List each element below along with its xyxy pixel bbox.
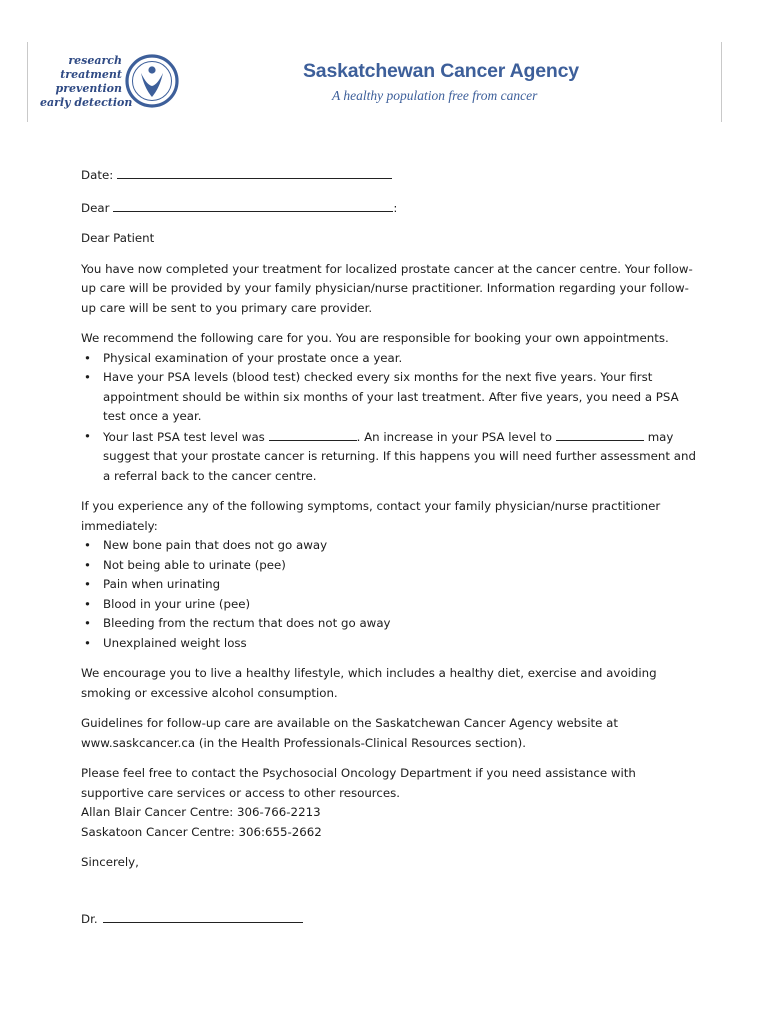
list-item-text: Have your PSA levels (blood test) checked every six months for the next five years. Your first appointment should be within six months of your last treatment. After five years, you need a PSA test once a year. — [103, 370, 679, 423]
list-item — [81, 427, 696, 487]
saskatoon-phone: Saskatoon Cancer Centre: 306:655-2662 — [81, 824, 322, 839]
psa-last-prefix: Your last PSA test level was — [103, 429, 265, 444]
bullet-icon: • — [84, 596, 91, 611]
symptom-text: Blood in your urine (pee) — [103, 596, 251, 611]
bullet-icon: • — [84, 557, 91, 572]
tagline-line: treatment — [60, 68, 122, 81]
agency-tagline — [40, 54, 133, 110]
closing: Sincerely, — [81, 855, 139, 869]
symptom-text: New bone pain that does not go away — [103, 538, 328, 552]
symptom-text: Pain when urinating — [103, 577, 221, 591]
symptom-text: Unexplained weight loss — [103, 635, 247, 650]
tagline-line: prevention — [55, 82, 122, 95]
bullet-icon: • — [84, 538, 91, 552]
bullet-icon: • — [84, 370, 91, 384]
signature-prefix: Dr. — [81, 911, 98, 926]
symptom-text: Not being able to urinate (pee) — [103, 557, 286, 572]
signature-field[interactable] — [103, 909, 303, 923]
dear-suffix: : — [393, 200, 398, 215]
psa-level-field[interactable] — [269, 427, 357, 441]
bullet-icon: • — [84, 428, 91, 443]
allan-blair-phone: Allan Blair Cancer Centre: 306-766-2213 — [81, 805, 321, 819]
contact-text: Please feel free to contact the Psychosocial Oncology Department if you need assistance with supportive care services or access to other resources. — [81, 766, 636, 800]
symptoms-list — [81, 536, 696, 653]
list-item — [81, 634, 696, 654]
date-row — [81, 164, 696, 186]
psa-last-mid: . An increase in your PSA level to — [356, 429, 552, 444]
list-item — [81, 536, 696, 556]
list-item — [81, 556, 696, 576]
salutation: Dear Patient — [81, 231, 155, 245]
psa-threshold-field[interactable] — [556, 427, 644, 441]
letter-body — [81, 164, 696, 940]
list-item — [81, 349, 696, 369]
list-item — [81, 368, 696, 427]
dear-label: Dear — [81, 200, 110, 215]
header-divider-right — [721, 42, 722, 122]
list-item — [81, 575, 696, 595]
symptoms-intro: If you experience any of the following symptoms, contact your family physician/nurse practitioner immediately: — [81, 499, 661, 533]
bullet-icon: • — [84, 635, 91, 650]
contact-paragraph — [81, 764, 696, 842]
agency-name: Saskatchewan Cancer Agency — [303, 60, 579, 82]
date-label: Date: — [81, 168, 114, 182]
agency-slogan: A healthy population free from cancer — [332, 88, 538, 103]
recommend-paragraph: We recommend the following care for you. You are responsible for booking your own appointments. — [81, 331, 669, 345]
psa-last-suffix: may suggest that your prostate cancer is returning. If this happens you will need further assessment and a referral back to the cancer centre. — [103, 429, 696, 483]
care-list — [81, 349, 696, 487]
tagline-line: research — [68, 54, 122, 67]
bullet-icon: • — [84, 350, 91, 365]
date-field[interactable] — [117, 164, 392, 179]
guidelines-paragraph: Guidelines for follow-up care are available on the Saskatchewan Cancer Agency website at www.saskcancer.ca (in the Health Professionals-Clinical Resources section). — [81, 716, 619, 750]
symptom-text: Bleeding from the rectum that does not go away — [103, 616, 391, 630]
list-item-text: Physical examination of your prostate once a year. — [103, 350, 403, 365]
lifestyle-paragraph: We encourage you to live a healthy lifestyle, which includes a healthy diet, exercise and avoiding smoking or excessive alcohol consumption. — [81, 666, 657, 700]
header-divider-left — [27, 42, 28, 122]
figure-in-circle-icon — [124, 53, 180, 109]
list-item — [81, 614, 696, 634]
list-item — [81, 595, 696, 615]
dear-row — [81, 197, 696, 219]
bullet-icon: • — [84, 616, 91, 630]
bullet-icon: • — [84, 577, 91, 591]
recipient-name-field[interactable] — [113, 197, 393, 212]
signature-row — [81, 909, 696, 930]
intro-paragraph: You have now completed your treatment for localized prostate cancer at the cancer centre. Your follow-up care will be provided by your family physician/nurse practitioner. Information regarding your follow-up care will be sent to you primary care provider. — [81, 261, 693, 315]
tagline-line: early detection — [40, 96, 133, 109]
